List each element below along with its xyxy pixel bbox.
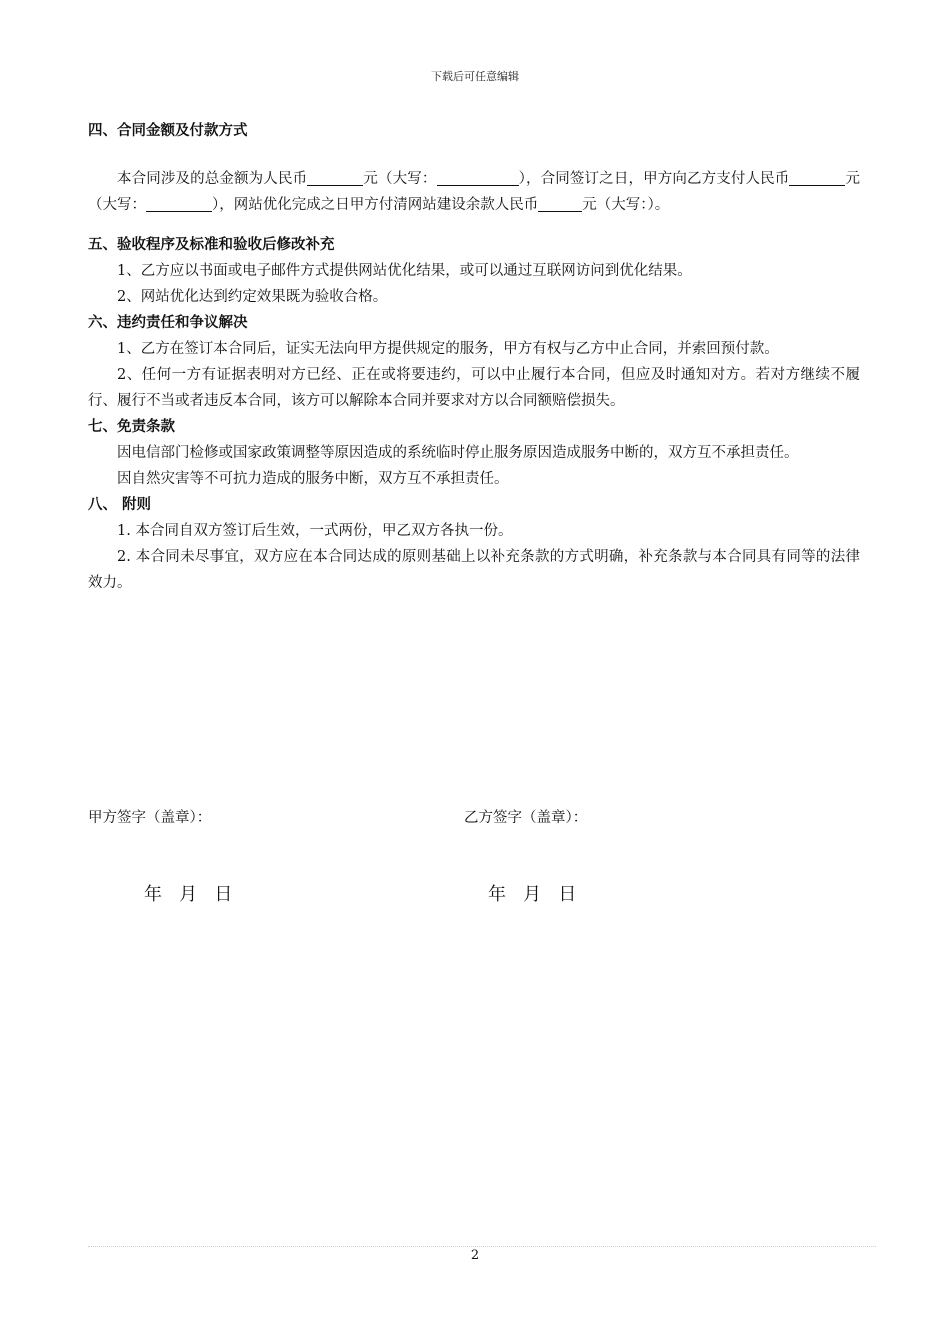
- amount-text: 元（大写：: [88, 171, 861, 213]
- total-amount-blank[interactable]: [307, 167, 363, 186]
- page-number: 2: [470, 1248, 480, 1263]
- header-note: 下载后可任意编辑: [431, 70, 519, 83]
- contract-body: [88, 118, 860, 596]
- section-5-heading: 五、验收程序及标准和验收后修改补充: [88, 236, 335, 253]
- section-6-heading: 六、违约责任和争议解决: [88, 314, 248, 331]
- amount-text: ），网站优化完成之日甲方付清网站建设余款人民币: [212, 197, 539, 213]
- advance-amount-words-blank[interactable]: [146, 193, 212, 212]
- section-8-item: 1. 本合同自双方签订后生效，一式两份，甲乙双方各执一份。: [117, 523, 513, 539]
- spacer: [88, 144, 860, 166]
- party-b-date: 年 月 日: [488, 884, 577, 905]
- party-a-signature-label: 甲方签字（盖章）：: [88, 810, 212, 826]
- section-5-item: 1、乙方应以书面或电子邮件方式提供网站优化结果，或可以通过互联网访问到优化结果。: [117, 263, 692, 279]
- section-8-heading: 八、 附则: [88, 496, 152, 513]
- section-7-item: 因自然灾害等不可抗力造成的服务中断，双方互不承担责任。: [117, 471, 509, 487]
- amount-text: ），合同签订之日，甲方向乙方支付人民币: [518, 171, 790, 187]
- party-b-signature-label: 乙方签字（盖章）：: [464, 810, 588, 826]
- section-6-item: 2、任何一方有证据表明对方已经、正在或将要违约，可以中止履行本合同，但应及时通知对方。若对方继续不履行、履行不当或者违反本合同，该方可以解除本合同并要求对方以合同额赔偿损失。: [88, 367, 860, 409]
- section-6-item: 1、乙方在签订本合同后，证实无法向甲方提供规定的服务，甲方有权与乙方中止合同，并索回预付款。: [117, 341, 779, 357]
- spacer: [88, 218, 860, 232]
- amount-text: 本合同涉及的总金额为人民币: [117, 171, 308, 187]
- footer-divider: [88, 1246, 876, 1247]
- party-a-date: 年 月 日: [144, 884, 233, 905]
- advance-amount-blank[interactable]: [789, 167, 845, 186]
- section-8-item: 2. 本合同未尽事宜，双方应在本合同达成的原则基础上以补充条款的方式明确，补充条款与本合同具有同等的法律效力。: [88, 549, 860, 591]
- section-7-item: 因电信部门检修或国家政策调整等原因造成的系统临时停止服务原因造成服务中断的，双方互不承担责任。: [117, 445, 799, 461]
- amount-text: ）。: [647, 197, 670, 213]
- balance-amount-blank[interactable]: [538, 193, 582, 212]
- amount-text: 元（大写：: [363, 171, 437, 187]
- section-4-heading: 四、合同金额及付款方式: [88, 122, 248, 139]
- total-amount-words-blank[interactable]: [437, 167, 519, 186]
- section-5-item: 2、网站优化达到约定效果既为验收合格。: [117, 289, 388, 305]
- section-7-heading: 七、免责条款: [88, 418, 175, 435]
- section-4-paragraph: [88, 166, 860, 218]
- amount-text: 元（大写：: [582, 197, 648, 213]
